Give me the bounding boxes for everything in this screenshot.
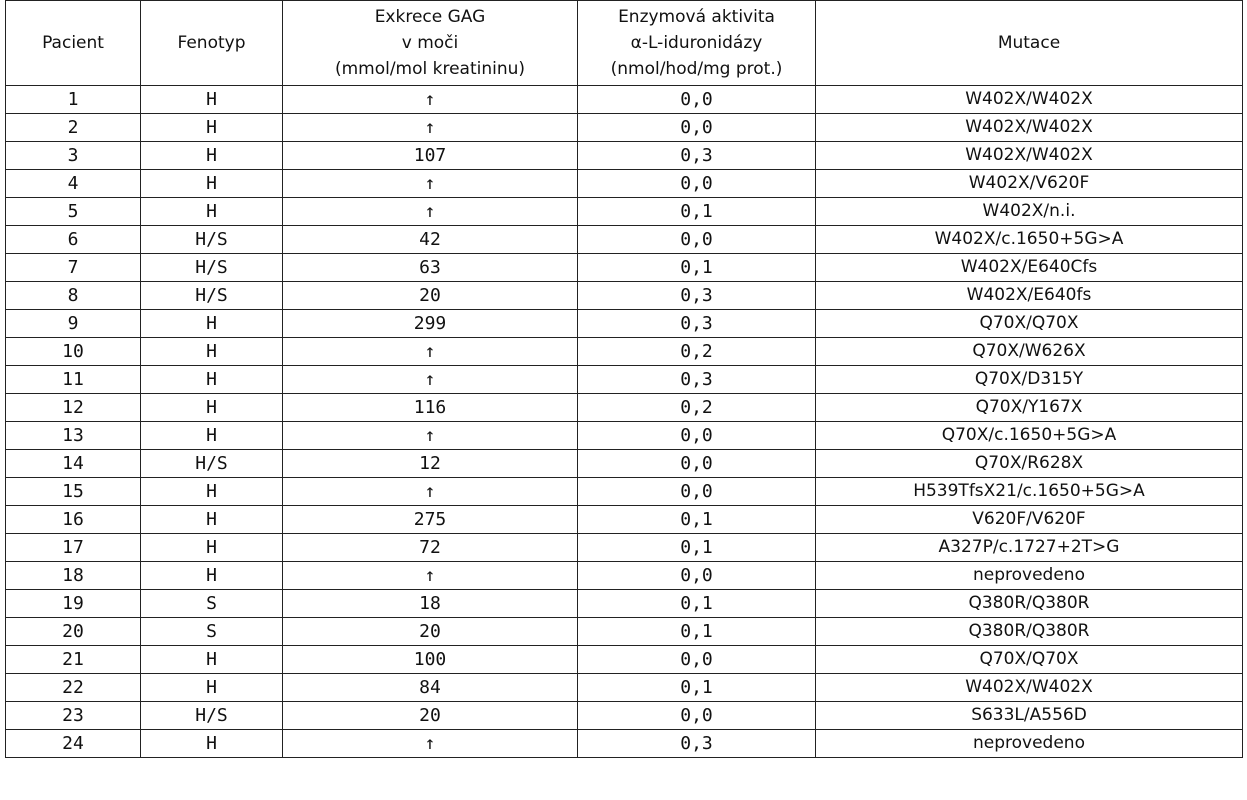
cell-gag: ↑ xyxy=(283,366,578,394)
cell-enzyme: 0,0 xyxy=(578,478,816,506)
header-line: Enzymová aktivita xyxy=(618,7,775,27)
cell-gag: ↑ xyxy=(283,562,578,590)
cell-fenotyp: H xyxy=(141,142,283,170)
cell-fenotyp: H/S xyxy=(141,450,283,478)
cell-gag: 84 xyxy=(283,674,578,702)
cell-pacient: 21 xyxy=(6,646,141,674)
cell-pacient: 6 xyxy=(6,226,141,254)
table-row xyxy=(6,674,1243,702)
cell-fenotyp: H xyxy=(141,170,283,198)
cell-gag: 299 xyxy=(283,310,578,338)
cell-enzyme: 0,3 xyxy=(578,730,816,758)
cell-fenotyp: H/S xyxy=(141,702,283,730)
cell-gag: 12 xyxy=(283,450,578,478)
table-row xyxy=(6,590,1243,618)
cell-pacient: 23 xyxy=(6,702,141,730)
cell-fenotyp: S xyxy=(141,618,283,646)
cell-enzyme: 0,1 xyxy=(578,674,816,702)
col-header-fenotyp xyxy=(141,1,283,86)
cell-mutace: W402X/n.i. xyxy=(816,198,1243,226)
cell-mutace: Q70X/D315Y xyxy=(816,366,1243,394)
cell-mutace: W402X/W402X xyxy=(816,114,1243,142)
cell-mutace: Q70X/Q70X xyxy=(816,310,1243,338)
table-row xyxy=(6,478,1243,506)
cell-pacient: 1 xyxy=(6,86,141,114)
cell-fenotyp: H xyxy=(141,646,283,674)
cell-fenotyp: H xyxy=(141,422,283,450)
cell-enzyme: 0,1 xyxy=(578,198,816,226)
cell-enzyme: 0,2 xyxy=(578,394,816,422)
cell-mutace: W402X/W402X xyxy=(816,674,1243,702)
cell-gag: ↑ xyxy=(283,114,578,142)
cell-pacient: 13 xyxy=(6,422,141,450)
cell-pacient: 15 xyxy=(6,478,141,506)
cell-pacient: 11 xyxy=(6,366,141,394)
cell-mutace: W402X/V620F xyxy=(816,170,1243,198)
cell-mutace: W402X/c.1650+5G>A xyxy=(816,226,1243,254)
table-row xyxy=(6,310,1243,338)
table-row xyxy=(6,86,1243,114)
table-row xyxy=(6,702,1243,730)
cell-fenotyp: H xyxy=(141,534,283,562)
table-row xyxy=(6,562,1243,590)
cell-mutace: Q70X/Y167X xyxy=(816,394,1243,422)
table-container xyxy=(5,0,1243,758)
table-row xyxy=(6,282,1243,310)
cell-fenotyp: H xyxy=(141,366,283,394)
cell-enzyme: 0,1 xyxy=(578,534,816,562)
cell-enzyme: 0,3 xyxy=(578,142,816,170)
header-line: Pacient xyxy=(42,33,104,53)
table-row xyxy=(6,730,1243,758)
cell-mutace: Q70X/R628X xyxy=(816,450,1243,478)
cell-mutace: W402X/W402X xyxy=(816,86,1243,114)
cell-gag: 42 xyxy=(283,226,578,254)
cell-gag: 20 xyxy=(283,282,578,310)
cell-mutace: neprovedeno xyxy=(816,562,1243,590)
cell-fenotyp: H xyxy=(141,478,283,506)
cell-enzyme: 0,3 xyxy=(578,282,816,310)
cell-fenotyp: H xyxy=(141,394,283,422)
header-line: Mutace xyxy=(997,33,1061,53)
cell-mutace: neprovedeno xyxy=(816,730,1243,758)
cell-pacient: 8 xyxy=(6,282,141,310)
header-line: Exkrece GAG xyxy=(374,7,486,27)
col-header-enzyme xyxy=(578,1,816,86)
patient-table xyxy=(5,0,1243,758)
cell-gag: 18 xyxy=(283,590,578,618)
col-header-pacient xyxy=(6,1,141,86)
cell-gag: 63 xyxy=(283,254,578,282)
cell-enzyme: 0,3 xyxy=(578,366,816,394)
cell-pacient: 20 xyxy=(6,618,141,646)
header-row xyxy=(6,1,1243,86)
cell-enzyme: 0,0 xyxy=(578,422,816,450)
header-line: (mmol/mol kreatininu) xyxy=(334,59,526,79)
header-line: α-L-iduronidázy xyxy=(630,33,763,53)
cell-gag: 275 xyxy=(283,506,578,534)
cell-fenotyp: H xyxy=(141,338,283,366)
header-line: v moči xyxy=(401,33,459,53)
cell-gag: ↑ xyxy=(283,170,578,198)
cell-mutace: Q70X/Q70X xyxy=(816,646,1243,674)
cell-fenotyp: H/S xyxy=(141,282,283,310)
cell-mutace: V620F/V620F xyxy=(816,506,1243,534)
cell-pacient: 22 xyxy=(6,674,141,702)
cell-pacient: 5 xyxy=(6,198,141,226)
cell-gag: ↑ xyxy=(283,478,578,506)
table-row xyxy=(6,422,1243,450)
cell-enzyme: 0,0 xyxy=(578,562,816,590)
table-row xyxy=(6,534,1243,562)
cell-mutace: Q380R/Q380R xyxy=(816,618,1243,646)
cell-fenotyp: H xyxy=(141,506,283,534)
cell-enzyme: 0,1 xyxy=(578,506,816,534)
cell-gag: 100 xyxy=(283,646,578,674)
cell-mutace: Q380R/Q380R xyxy=(816,590,1243,618)
table-row xyxy=(6,254,1243,282)
cell-gag: ↑ xyxy=(283,422,578,450)
cell-enzyme: 0,0 xyxy=(578,114,816,142)
table-row xyxy=(6,366,1243,394)
table-row xyxy=(6,394,1243,422)
cell-enzyme: 0,2 xyxy=(578,338,816,366)
cell-pacient: 19 xyxy=(6,590,141,618)
cell-enzyme: 0,0 xyxy=(578,646,816,674)
cell-gag: ↑ xyxy=(283,198,578,226)
cell-gag: 20 xyxy=(283,702,578,730)
table-row xyxy=(6,114,1243,142)
cell-fenotyp: H/S xyxy=(141,226,283,254)
cell-pacient: 2 xyxy=(6,114,141,142)
cell-mutace: W402X/W402X xyxy=(816,142,1243,170)
table-row xyxy=(6,506,1243,534)
cell-pacient: 10 xyxy=(6,338,141,366)
cell-fenotyp: H xyxy=(141,114,283,142)
cell-gag: ↑ xyxy=(283,338,578,366)
cell-mutace: Q70X/W626X xyxy=(816,338,1243,366)
cell-pacient: 24 xyxy=(6,730,141,758)
table-row xyxy=(6,338,1243,366)
cell-mutace: A327P/c.1727+2T>G xyxy=(816,534,1243,562)
cell-enzyme: 0,0 xyxy=(578,450,816,478)
cell-gag: ↑ xyxy=(283,86,578,114)
cell-pacient: 3 xyxy=(6,142,141,170)
col-header-mutace xyxy=(816,1,1243,86)
table-row xyxy=(6,450,1243,478)
cell-pacient: 18 xyxy=(6,562,141,590)
cell-mutace: S633L/A556D xyxy=(816,702,1243,730)
cell-enzyme: 0,0 xyxy=(578,170,816,198)
cell-pacient: 12 xyxy=(6,394,141,422)
cell-enzyme: 0,1 xyxy=(578,590,816,618)
cell-enzyme: 0,0 xyxy=(578,226,816,254)
cell-mutace: W402X/E640fs xyxy=(816,282,1243,310)
cell-mutace: Q70X/c.1650+5G>A xyxy=(816,422,1243,450)
cell-pacient: 14 xyxy=(6,450,141,478)
cell-mutace: W402X/E640Cfs xyxy=(816,254,1243,282)
table-row xyxy=(6,170,1243,198)
table-row xyxy=(6,618,1243,646)
header-line: (nmol/hod/mg prot.) xyxy=(610,59,783,79)
table-row xyxy=(6,226,1243,254)
cell-enzyme: 0,0 xyxy=(578,86,816,114)
cell-fenotyp: H xyxy=(141,562,283,590)
cell-fenotyp: H xyxy=(141,198,283,226)
table-row xyxy=(6,142,1243,170)
cell-fenotyp: H xyxy=(141,86,283,114)
cell-gag: 72 xyxy=(283,534,578,562)
table-row xyxy=(6,198,1243,226)
cell-gag: 107 xyxy=(283,142,578,170)
header-line: Fenotyp xyxy=(177,33,246,53)
cell-gag: 20 xyxy=(283,618,578,646)
cell-fenotyp: H/S xyxy=(141,254,283,282)
cell-pacient: 7 xyxy=(6,254,141,282)
cell-fenotyp: H xyxy=(141,674,283,702)
cell-fenotyp: H xyxy=(141,730,283,758)
cell-fenotyp: H xyxy=(141,310,283,338)
cell-pacient: 4 xyxy=(6,170,141,198)
cell-enzyme: 0,1 xyxy=(578,254,816,282)
cell-mutace: H539TfsX21/c.1650+5G>A xyxy=(816,478,1243,506)
cell-pacient: 16 xyxy=(6,506,141,534)
cell-enzyme: 0,1 xyxy=(578,618,816,646)
cell-gag: 116 xyxy=(283,394,578,422)
cell-pacient: 9 xyxy=(6,310,141,338)
cell-pacient: 17 xyxy=(6,534,141,562)
cell-gag: ↑ xyxy=(283,730,578,758)
cell-fenotyp: S xyxy=(141,590,283,618)
cell-enzyme: 0,3 xyxy=(578,310,816,338)
cell-enzyme: 0,0 xyxy=(578,702,816,730)
table-row xyxy=(6,646,1243,674)
col-header-gag xyxy=(283,1,578,86)
